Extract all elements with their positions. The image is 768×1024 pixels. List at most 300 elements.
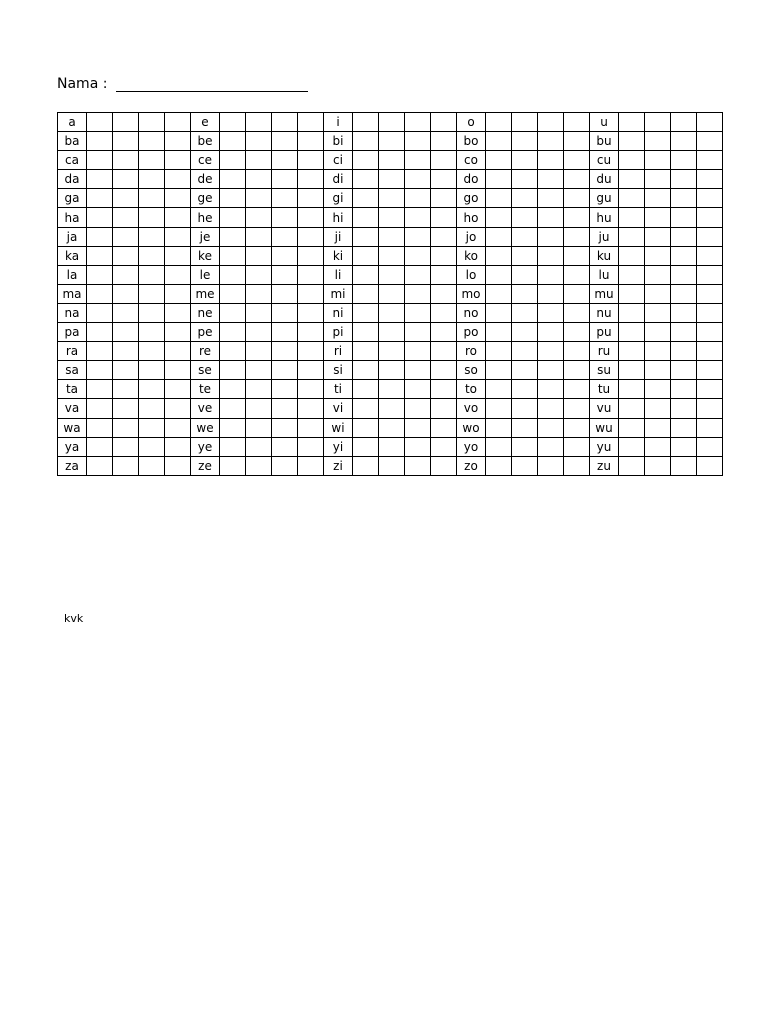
writing-cell[interactable] <box>512 151 538 170</box>
writing-cell[interactable] <box>246 323 272 342</box>
writing-cell[interactable] <box>431 170 457 189</box>
writing-cell[interactable] <box>113 227 139 246</box>
writing-cell[interactable] <box>379 227 405 246</box>
writing-cell[interactable] <box>619 189 645 208</box>
writing-cell[interactable] <box>538 170 564 189</box>
writing-cell[interactable] <box>272 437 298 456</box>
writing-cell[interactable] <box>512 265 538 284</box>
writing-cell[interactable] <box>486 361 512 380</box>
writing-cell[interactable] <box>697 151 723 170</box>
writing-cell[interactable] <box>113 189 139 208</box>
writing-cell[interactable] <box>220 227 246 246</box>
writing-cell[interactable] <box>512 342 538 361</box>
writing-cell[interactable] <box>697 456 723 475</box>
writing-cell[interactable] <box>353 456 379 475</box>
writing-cell[interactable] <box>165 303 191 322</box>
writing-cell[interactable] <box>220 437 246 456</box>
writing-cell[interactable] <box>220 189 246 208</box>
writing-cell[interactable] <box>113 265 139 284</box>
writing-cell[interactable] <box>486 113 512 132</box>
writing-cell[interactable] <box>405 323 431 342</box>
writing-cell[interactable] <box>246 437 272 456</box>
writing-cell[interactable] <box>697 361 723 380</box>
writing-cell[interactable] <box>298 227 324 246</box>
writing-cell[interactable] <box>538 246 564 265</box>
writing-cell[interactable] <box>697 170 723 189</box>
writing-cell[interactable] <box>298 189 324 208</box>
writing-cell[interactable] <box>697 437 723 456</box>
writing-cell[interactable] <box>165 227 191 246</box>
writing-cell[interactable] <box>431 208 457 227</box>
writing-cell[interactable] <box>220 246 246 265</box>
writing-cell[interactable] <box>431 246 457 265</box>
writing-cell[interactable] <box>165 151 191 170</box>
writing-cell[interactable] <box>538 456 564 475</box>
writing-cell[interactable] <box>113 284 139 303</box>
writing-cell[interactable] <box>486 227 512 246</box>
writing-cell[interactable] <box>87 437 113 456</box>
writing-cell[interactable] <box>139 113 165 132</box>
writing-cell[interactable] <box>113 380 139 399</box>
writing-cell[interactable] <box>564 303 590 322</box>
writing-cell[interactable] <box>165 265 191 284</box>
writing-cell[interactable] <box>139 380 165 399</box>
writing-cell[interactable] <box>405 284 431 303</box>
writing-cell[interactable] <box>379 284 405 303</box>
writing-cell[interactable] <box>619 456 645 475</box>
writing-cell[interactable] <box>486 284 512 303</box>
writing-cell[interactable] <box>619 265 645 284</box>
writing-cell[interactable] <box>697 399 723 418</box>
writing-cell[interactable] <box>246 303 272 322</box>
writing-cell[interactable] <box>165 284 191 303</box>
writing-cell[interactable] <box>298 456 324 475</box>
writing-cell[interactable] <box>139 170 165 189</box>
writing-cell[interactable] <box>431 284 457 303</box>
writing-cell[interactable] <box>431 303 457 322</box>
writing-cell[interactable] <box>87 323 113 342</box>
writing-cell[interactable] <box>220 342 246 361</box>
writing-cell[interactable] <box>671 227 697 246</box>
writing-cell[interactable] <box>353 113 379 132</box>
writing-cell[interactable] <box>113 132 139 151</box>
writing-cell[interactable] <box>619 170 645 189</box>
writing-cell[interactable] <box>353 437 379 456</box>
writing-cell[interactable] <box>220 303 246 322</box>
writing-cell[interactable] <box>113 151 139 170</box>
writing-cell[interactable] <box>246 113 272 132</box>
writing-cell[interactable] <box>671 303 697 322</box>
writing-cell[interactable] <box>645 208 671 227</box>
writing-cell[interactable] <box>246 151 272 170</box>
writing-cell[interactable] <box>87 361 113 380</box>
writing-cell[interactable] <box>353 361 379 380</box>
writing-cell[interactable] <box>671 323 697 342</box>
writing-cell[interactable] <box>405 265 431 284</box>
writing-cell[interactable] <box>139 437 165 456</box>
writing-cell[interactable] <box>671 380 697 399</box>
writing-cell[interactable] <box>87 380 113 399</box>
writing-cell[interactable] <box>564 208 590 227</box>
writing-cell[interactable] <box>564 113 590 132</box>
writing-cell[interactable] <box>165 132 191 151</box>
writing-cell[interactable] <box>87 113 113 132</box>
writing-cell[interactable] <box>379 303 405 322</box>
writing-cell[interactable] <box>697 342 723 361</box>
writing-cell[interactable] <box>512 208 538 227</box>
writing-cell[interactable] <box>220 132 246 151</box>
writing-cell[interactable] <box>379 399 405 418</box>
writing-cell[interactable] <box>697 189 723 208</box>
writing-cell[interactable] <box>272 418 298 437</box>
writing-cell[interactable] <box>512 456 538 475</box>
writing-cell[interactable] <box>379 246 405 265</box>
writing-cell[interactable] <box>113 361 139 380</box>
writing-cell[interactable] <box>619 151 645 170</box>
writing-cell[interactable] <box>431 437 457 456</box>
writing-cell[interactable] <box>671 132 697 151</box>
writing-cell[interactable] <box>165 342 191 361</box>
writing-cell[interactable] <box>139 208 165 227</box>
writing-cell[interactable] <box>538 342 564 361</box>
writing-cell[interactable] <box>512 399 538 418</box>
writing-cell[interactable] <box>298 380 324 399</box>
writing-cell[interactable] <box>512 132 538 151</box>
writing-cell[interactable] <box>486 303 512 322</box>
writing-cell[interactable] <box>113 418 139 437</box>
writing-cell[interactable] <box>87 284 113 303</box>
writing-cell[interactable] <box>645 227 671 246</box>
writing-cell[interactable] <box>671 170 697 189</box>
writing-cell[interactable] <box>353 418 379 437</box>
writing-cell[interactable] <box>246 246 272 265</box>
writing-cell[interactable] <box>619 208 645 227</box>
writing-cell[interactable] <box>486 246 512 265</box>
writing-cell[interactable] <box>671 399 697 418</box>
writing-cell[interactable] <box>431 227 457 246</box>
writing-cell[interactable] <box>87 456 113 475</box>
writing-cell[interactable] <box>165 170 191 189</box>
writing-cell[interactable] <box>139 303 165 322</box>
writing-cell[interactable] <box>220 399 246 418</box>
writing-cell[interactable] <box>165 189 191 208</box>
writing-cell[interactable] <box>246 170 272 189</box>
writing-cell[interactable] <box>113 399 139 418</box>
writing-cell[interactable] <box>405 380 431 399</box>
writing-cell[interactable] <box>272 246 298 265</box>
writing-cell[interactable] <box>405 208 431 227</box>
writing-cell[interactable] <box>645 418 671 437</box>
writing-cell[interactable] <box>431 113 457 132</box>
writing-cell[interactable] <box>272 132 298 151</box>
writing-cell[interactable] <box>87 208 113 227</box>
writing-cell[interactable] <box>139 246 165 265</box>
writing-cell[interactable] <box>431 189 457 208</box>
writing-cell[interactable] <box>220 418 246 437</box>
writing-cell[interactable] <box>512 418 538 437</box>
writing-cell[interactable] <box>298 437 324 456</box>
writing-cell[interactable] <box>220 284 246 303</box>
writing-cell[interactable] <box>405 113 431 132</box>
writing-cell[interactable] <box>298 303 324 322</box>
writing-cell[interactable] <box>246 284 272 303</box>
writing-cell[interactable] <box>486 265 512 284</box>
writing-cell[interactable] <box>564 456 590 475</box>
writing-cell[interactable] <box>272 323 298 342</box>
writing-cell[interactable] <box>671 246 697 265</box>
writing-cell[interactable] <box>405 246 431 265</box>
writing-cell[interactable] <box>619 246 645 265</box>
writing-cell[interactable] <box>697 227 723 246</box>
writing-cell[interactable] <box>165 113 191 132</box>
writing-cell[interactable] <box>246 342 272 361</box>
writing-cell[interactable] <box>272 284 298 303</box>
writing-cell[interactable] <box>220 380 246 399</box>
writing-cell[interactable] <box>220 151 246 170</box>
writing-cell[interactable] <box>139 418 165 437</box>
writing-cell[interactable] <box>538 380 564 399</box>
writing-cell[interactable] <box>353 323 379 342</box>
writing-cell[interactable] <box>564 151 590 170</box>
writing-cell[interactable] <box>405 132 431 151</box>
writing-cell[interactable] <box>645 361 671 380</box>
writing-cell[interactable] <box>379 456 405 475</box>
writing-cell[interactable] <box>298 418 324 437</box>
writing-cell[interactable] <box>512 437 538 456</box>
writing-cell[interactable] <box>353 208 379 227</box>
writing-cell[interactable] <box>87 227 113 246</box>
writing-cell[interactable] <box>139 132 165 151</box>
writing-cell[interactable] <box>246 208 272 227</box>
writing-cell[interactable] <box>697 265 723 284</box>
writing-cell[interactable] <box>512 227 538 246</box>
writing-cell[interactable] <box>87 189 113 208</box>
writing-cell[interactable] <box>165 456 191 475</box>
writing-cell[interactable] <box>298 151 324 170</box>
writing-cell[interactable] <box>671 151 697 170</box>
writing-cell[interactable] <box>298 132 324 151</box>
writing-cell[interactable] <box>165 246 191 265</box>
writing-cell[interactable] <box>645 246 671 265</box>
writing-cell[interactable] <box>405 456 431 475</box>
writing-cell[interactable] <box>645 113 671 132</box>
writing-cell[interactable] <box>353 227 379 246</box>
writing-cell[interactable] <box>379 170 405 189</box>
writing-cell[interactable] <box>298 170 324 189</box>
writing-cell[interactable] <box>671 265 697 284</box>
writing-cell[interactable] <box>379 323 405 342</box>
writing-cell[interactable] <box>538 303 564 322</box>
writing-cell[interactable] <box>379 151 405 170</box>
writing-cell[interactable] <box>645 323 671 342</box>
writing-cell[interactable] <box>671 284 697 303</box>
writing-cell[interactable] <box>512 361 538 380</box>
writing-cell[interactable] <box>405 361 431 380</box>
writing-cell[interactable] <box>697 418 723 437</box>
writing-cell[interactable] <box>645 189 671 208</box>
writing-cell[interactable] <box>538 189 564 208</box>
writing-cell[interactable] <box>486 323 512 342</box>
writing-cell[interactable] <box>512 170 538 189</box>
writing-cell[interactable] <box>564 132 590 151</box>
writing-cell[interactable] <box>353 303 379 322</box>
writing-cell[interactable] <box>220 265 246 284</box>
writing-cell[interactable] <box>619 342 645 361</box>
writing-cell[interactable] <box>619 437 645 456</box>
writing-cell[interactable] <box>619 227 645 246</box>
writing-cell[interactable] <box>405 151 431 170</box>
writing-cell[interactable] <box>512 323 538 342</box>
writing-cell[interactable] <box>298 399 324 418</box>
writing-cell[interactable] <box>379 418 405 437</box>
writing-cell[interactable] <box>246 456 272 475</box>
writing-cell[interactable] <box>139 456 165 475</box>
writing-cell[interactable] <box>353 399 379 418</box>
writing-cell[interactable] <box>272 113 298 132</box>
writing-cell[interactable] <box>379 113 405 132</box>
writing-cell[interactable] <box>405 189 431 208</box>
writing-cell[interactable] <box>139 284 165 303</box>
writing-cell[interactable] <box>512 380 538 399</box>
writing-cell[interactable] <box>671 342 697 361</box>
writing-cell[interactable] <box>564 437 590 456</box>
writing-cell[interactable] <box>564 342 590 361</box>
writing-cell[interactable] <box>645 456 671 475</box>
writing-cell[interactable] <box>272 189 298 208</box>
writing-cell[interactable] <box>645 437 671 456</box>
writing-cell[interactable] <box>405 342 431 361</box>
writing-cell[interactable] <box>298 284 324 303</box>
writing-cell[interactable] <box>246 227 272 246</box>
writing-cell[interactable] <box>220 113 246 132</box>
writing-cell[interactable] <box>113 170 139 189</box>
writing-cell[interactable] <box>113 303 139 322</box>
writing-cell[interactable] <box>87 132 113 151</box>
writing-cell[interactable] <box>431 380 457 399</box>
writing-cell[interactable] <box>353 246 379 265</box>
writing-cell[interactable] <box>564 246 590 265</box>
writing-cell[interactable] <box>538 284 564 303</box>
writing-cell[interactable] <box>165 437 191 456</box>
writing-cell[interactable] <box>165 208 191 227</box>
writing-cell[interactable] <box>486 342 512 361</box>
writing-cell[interactable] <box>697 284 723 303</box>
writing-cell[interactable] <box>272 208 298 227</box>
writing-cell[interactable] <box>645 265 671 284</box>
writing-cell[interactable] <box>645 132 671 151</box>
writing-cell[interactable] <box>486 208 512 227</box>
writing-cell[interactable] <box>353 380 379 399</box>
writing-cell[interactable] <box>220 323 246 342</box>
writing-cell[interactable] <box>538 323 564 342</box>
writing-cell[interactable] <box>87 342 113 361</box>
writing-cell[interactable] <box>431 151 457 170</box>
writing-cell[interactable] <box>538 132 564 151</box>
writing-cell[interactable] <box>165 418 191 437</box>
writing-cell[interactable] <box>619 380 645 399</box>
writing-cell[interactable] <box>246 265 272 284</box>
writing-cell[interactable] <box>512 284 538 303</box>
writing-cell[interactable] <box>431 342 457 361</box>
writing-cell[interactable] <box>512 189 538 208</box>
writing-cell[interactable] <box>564 170 590 189</box>
writing-cell[interactable] <box>87 265 113 284</box>
writing-cell[interactable] <box>272 380 298 399</box>
writing-cell[interactable] <box>139 361 165 380</box>
writing-cell[interactable] <box>113 437 139 456</box>
writing-cell[interactable] <box>564 189 590 208</box>
writing-cell[interactable] <box>619 323 645 342</box>
writing-cell[interactable] <box>697 113 723 132</box>
writing-cell[interactable] <box>165 361 191 380</box>
writing-cell[interactable] <box>353 284 379 303</box>
writing-cell[interactable] <box>486 170 512 189</box>
writing-cell[interactable] <box>671 418 697 437</box>
writing-cell[interactable] <box>512 303 538 322</box>
writing-cell[interactable] <box>538 208 564 227</box>
writing-cell[interactable] <box>353 189 379 208</box>
writing-cell[interactable] <box>246 361 272 380</box>
writing-cell[interactable] <box>405 170 431 189</box>
writing-cell[interactable] <box>645 284 671 303</box>
writing-cell[interactable] <box>113 208 139 227</box>
writing-cell[interactable] <box>272 170 298 189</box>
writing-cell[interactable] <box>671 113 697 132</box>
writing-cell[interactable] <box>538 399 564 418</box>
writing-cell[interactable] <box>113 113 139 132</box>
writing-cell[interactable] <box>272 456 298 475</box>
writing-cell[interactable] <box>431 132 457 151</box>
writing-cell[interactable] <box>645 151 671 170</box>
writing-cell[interactable] <box>697 380 723 399</box>
writing-cell[interactable] <box>645 170 671 189</box>
writing-cell[interactable] <box>272 227 298 246</box>
writing-cell[interactable] <box>139 189 165 208</box>
writing-cell[interactable] <box>298 265 324 284</box>
writing-cell[interactable] <box>538 113 564 132</box>
writing-cell[interactable] <box>353 170 379 189</box>
writing-cell[interactable] <box>619 418 645 437</box>
writing-cell[interactable] <box>697 208 723 227</box>
writing-cell[interactable] <box>87 170 113 189</box>
writing-cell[interactable] <box>486 189 512 208</box>
writing-cell[interactable] <box>486 380 512 399</box>
writing-cell[interactable] <box>246 189 272 208</box>
writing-cell[interactable] <box>220 170 246 189</box>
writing-cell[interactable] <box>619 132 645 151</box>
writing-cell[interactable] <box>272 342 298 361</box>
writing-cell[interactable] <box>87 303 113 322</box>
writing-cell[interactable] <box>353 265 379 284</box>
writing-cell[interactable] <box>405 399 431 418</box>
writing-cell[interactable] <box>272 303 298 322</box>
writing-cell[interactable] <box>671 189 697 208</box>
writing-cell[interactable] <box>564 418 590 437</box>
writing-cell[interactable] <box>272 399 298 418</box>
writing-cell[interactable] <box>619 303 645 322</box>
writing-cell[interactable] <box>246 380 272 399</box>
writing-cell[interactable] <box>405 227 431 246</box>
writing-cell[interactable] <box>272 151 298 170</box>
writing-cell[interactable] <box>353 151 379 170</box>
writing-cell[interactable] <box>619 284 645 303</box>
writing-cell[interactable] <box>165 323 191 342</box>
writing-cell[interactable] <box>697 246 723 265</box>
writing-cell[interactable] <box>564 361 590 380</box>
writing-cell[interactable] <box>564 265 590 284</box>
writing-cell[interactable] <box>671 437 697 456</box>
writing-cell[interactable] <box>486 418 512 437</box>
